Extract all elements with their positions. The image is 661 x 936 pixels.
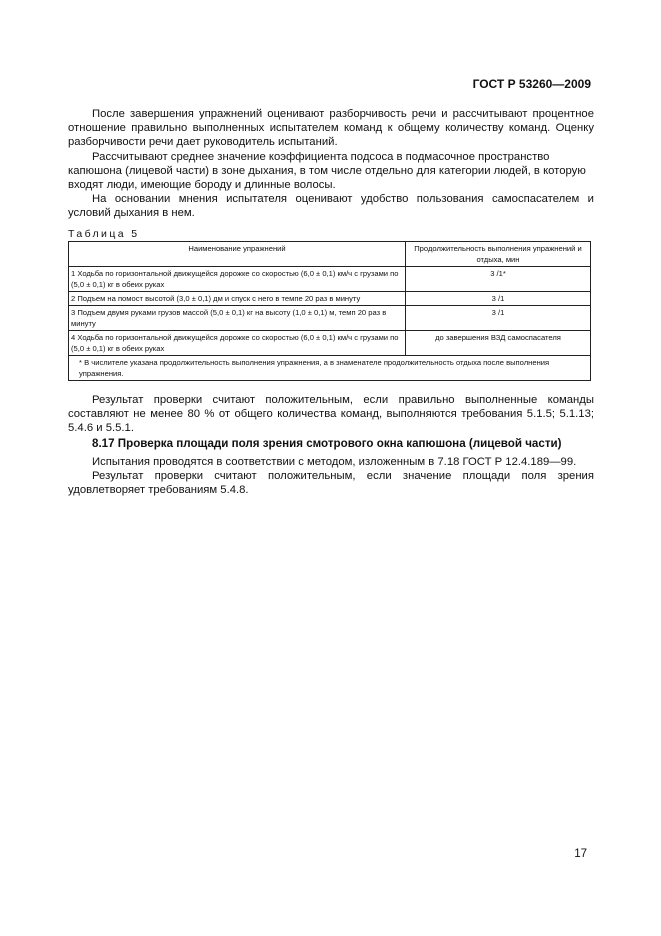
- document-id-header: ГОСТ Р 53260—2009: [472, 77, 591, 91]
- exercise-name-cell: 4 Ходьба по горизонтальной движущейся дорожке со скоростью (6,0 ± 0,1) км/ч с грузами по (5,0 ± 0,1) кг в обеих руках: [69, 331, 406, 356]
- table-footnote-row: [69, 356, 591, 381]
- intro-text-block: [68, 107, 594, 221]
- page-number: 17: [574, 848, 587, 860]
- result-text-block: [68, 393, 594, 436]
- table-caption: Таблица 5: [68, 228, 140, 240]
- duration-cell: 3 /1*: [406, 267, 591, 292]
- column-header-exercise: Наименование упражнений: [69, 242, 406, 267]
- duration-cell: до завершения ВЗД самоспасателя: [406, 331, 591, 356]
- section-paragraph: Результат проверки считают положительным, если значение площади поля зрения удовлетворяет требованиям 5.4.8.: [68, 470, 594, 497]
- table-row: [69, 292, 591, 306]
- exercise-name-cell: 3 Подъем двумя руками грузов массой (5,0 ± 0,1) кг на высоту (1,0 ± 0,1) м, темп 20 раз в минуту: [69, 306, 406, 331]
- section-text-block: [68, 455, 594, 498]
- intro-paragraph: На основании мнения испытателя оценивают удобство пользования самоспасателем и условий дыхания в нем.: [68, 193, 594, 220]
- intro-paragraph: Рассчитывают среднее значение коэффициента подсоса в подмасочное пространство капюшона (лицевой части) в зоне дыхания, в том числе отдельно для категории людей, в которую входят люди, имеющие бороду и длинные волосы.: [68, 150, 586, 192]
- duration-cell: 3 /1: [406, 306, 591, 331]
- duration-cell: 3 /1: [406, 292, 591, 306]
- exercise-name-cell: 2 Подъем на помост высотой (3,0 ± 0,1) дм и спуск с него в темпе 20 раз в минуту: [69, 292, 406, 306]
- result-paragraph: Результат проверки считают положительным, если правильно выполненные команды составляют не менее 80 % от общего количества команд, выполняются требования 5.1.5; 5.1.13; 5.4.6 и 5.5.1.: [68, 394, 594, 435]
- intro-paragraph: После завершения упражнений оценивают разборчивость речи и рассчитывают процентное отношение правильно выполненных испытателем команд к общему количеству команд. Оценку разборчивости речи дает руководитель испытаний.: [68, 108, 594, 149]
- exercise-name-cell: 1 Ходьба по горизонтальной движущейся дорожке со скоростью (6,0 ± 0,1) км/ч с грузами по (5,0 ± 0,1) кг в обеих руках: [69, 267, 406, 292]
- column-header-duration: Продолжительность выполнения упражнений и отдыха, мин: [406, 242, 591, 267]
- section-paragraph: Испытания проводятся в соответствии с методом, изложенным в 7.18 ГОСТ Р 12.4.189—99.: [92, 456, 577, 468]
- exercise-table: [68, 241, 591, 381]
- table-row: [69, 267, 591, 292]
- section-heading: 8.17 Проверка площади поля зрения смотрового окна капюшона (лицевой части): [92, 437, 562, 450]
- table-header-row: [69, 242, 591, 267]
- table-footnote: * В числителе указана продолжительность выполнения упражнения, а в знаменателе продолжительность отдыха после выполнения упражнения.: [69, 356, 591, 381]
- table-row: [69, 306, 591, 331]
- table-row: [69, 331, 591, 356]
